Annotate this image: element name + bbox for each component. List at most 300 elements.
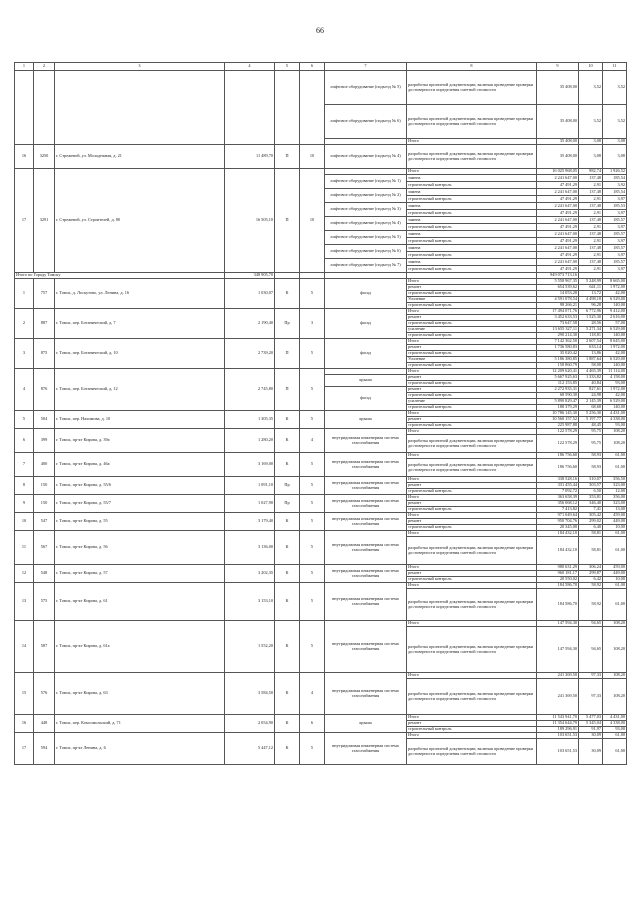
work-element: лифтовое оборудование (подъезд № 4) [325,145,407,169]
cost-per-m2: 633,14 [579,345,603,351]
cost-per-m2: 58,93 [579,459,603,477]
cost: 103 651,53 [537,733,579,739]
capital-repair-table [14,62,627,765]
limit-per-m2: 93,00 [603,423,627,429]
cost: 17 494 071,76 [537,309,579,315]
limit-per-m2: 185,57 [603,245,627,252]
cost-per-m2: 3,52 [579,105,603,139]
cost: 2 241 647,00 [537,245,579,252]
cost-per-m2: 137,48 [579,231,603,238]
work-type: строительный контроль [407,381,537,387]
row-number: 2 [15,309,34,339]
wall-material: П [275,145,300,169]
cost: 13 655 327,11 [537,327,579,333]
header-row [15,63,627,71]
cost-per-m2: 95,75 [579,429,603,435]
limit-per-m2: 3,52 [603,105,627,139]
work-type: строительный контроль [407,333,537,339]
wall-material: К [275,531,300,565]
area: 3 136,00 [225,531,275,565]
cost-per-m2: 118,81 [579,333,603,339]
house-code: 887 [34,309,55,339]
house-code: 150 [34,495,55,513]
work-type: строительный контроль [407,291,537,297]
work-type: Итого [407,369,537,375]
header-cell: 2 [34,63,55,71]
table-row [15,145,627,169]
floors: 5 [300,369,325,411]
area: 16 505,10 [225,169,275,273]
work-type: разработка проектной документации, включая проведение проверки достоверности определения сметной стоимости [407,627,537,673]
cost-per-m2: 7,41 [579,507,603,513]
cost-per-m2: 6,40 [579,525,603,531]
cost-per-m2: 5 477,03 [579,715,603,721]
cost-per-m2: 2,91 [579,224,603,231]
floors: 10 [300,145,325,169]
work-type: Итого [407,411,537,417]
work-element: внутридомовая инженерная система газоснабжения [325,477,407,495]
wall-material: К [275,429,300,453]
limit-per-m2: 140,00 [603,405,627,411]
area: 2 054,90 [225,715,275,733]
cost-per-m2: 68,68 [579,405,603,411]
limit-per-m2: 13,00 [603,507,627,513]
limit-per-m2: 3,52 [603,71,627,105]
limit-per-m2: 12,00 [603,489,627,495]
cost-per-m2: 97,33 [579,679,603,715]
limit-per-m2: 3,97 [603,224,627,231]
cost-per-m2: 310,07 [579,477,603,483]
work-type: Итого [407,715,537,721]
address: г. Томск, пр-кт Кирова, д. 55 [55,513,225,531]
work-type: Итого [407,733,537,739]
header-cell: 4 [225,63,275,71]
row-number: 9 [15,495,34,513]
floors: 5 [300,583,325,621]
work-type: разработка проектной документации, включая проведение проверки достоверности определения сметной стоимости [407,459,537,477]
address: г. Стрежевой, ул. Молодежная, д. 21 [55,145,225,169]
limit-per-m2: 1 972,00 [603,285,627,291]
limit-per-m2: 8 665,00 [603,279,627,285]
work-element: внутридомовая инженерная система газоснабжения [325,429,407,453]
work-element: фасад [325,387,407,411]
cost: 338 528,16 [537,477,579,483]
house-code: 3291 [34,169,55,273]
header-cell: 3 [55,63,225,71]
cost-per-m2: 58,00 [579,363,603,369]
limit-per-m2: 6 529,00 [603,327,627,333]
row-number: 1 [15,279,34,309]
cost-per-m2: 2 145,39 [579,399,603,405]
cost: 47 491,29 [537,210,579,217]
area: 1 030,07 [225,279,275,309]
cost-per-m2: 137,48 [579,217,603,224]
work-element: внутридомовая инженерная система газоснабжения [325,673,407,715]
limit-per-m2: 323,00 [603,501,627,507]
work-type: разработка проектной документации, включая проведение проверки достоверности определения сметной стоимости [407,145,537,169]
limit-per-m2: 185,54 [603,175,627,182]
work-type: усиление [407,327,537,333]
work-type: строительный контроль [407,405,537,411]
limit-per-m2: 185,57 [603,217,627,224]
house-code: 587 [34,621,55,673]
floors: 5 [300,565,325,583]
floors: 4 [300,673,325,715]
cost-per-m2: 30,09 [579,739,603,765]
address: г. Томск, пр-кт Кирова, д. 55/6 [55,477,225,495]
cost: 189 296,91 [537,727,579,733]
limit-per-m2: 93,00 [603,381,627,387]
cost-per-m2: 2,91 [579,266,603,273]
work-type: строительный контроль [407,507,537,513]
work-type: Итого [407,621,537,627]
area: 1 091,10 [225,477,275,495]
cost-per-m2: 5 256,30 [579,411,603,417]
limit-per-m2: 93,00 [603,727,627,733]
house-code: 548 [34,565,55,583]
cost-per-m2: 303,57 [579,483,603,489]
cost: 35 408,00 [537,139,579,145]
work-type: Итого [407,139,537,145]
row-number: 7 [15,453,34,477]
work-type: разработка проектной документации, включая проведение проверки достоверности определения сметной стоимости [407,435,537,453]
cost-per-m2: 30,09 [579,733,603,739]
row-number: 13 [15,583,34,621]
cost: 10 786 145,30 [537,411,579,417]
cost: 35 020,42 [537,351,579,357]
cost: 654 539,62 [537,285,579,291]
limit-per-m2: 4 338,00 [603,721,627,727]
area: 2 190,40 [225,309,275,339]
total-label: Итого по Городу Томску [15,273,225,279]
work-type: разработка проектной документации, включая проведение проверки достоверности определения сметной стоимости [407,679,537,715]
cost: 14 053,28 [537,291,579,297]
cost: 10 560 157,52 [537,417,579,423]
work-element: внутридомовая инженерная система газоснабжения [325,583,407,621]
floors: 5 [300,279,325,309]
work-type: строительный контроль [407,266,537,273]
floors: 5 [300,513,325,531]
cost: 98 266,21 [537,303,579,309]
address: г. Томск, пер. Ботанический, д. 7 [55,309,225,339]
house-code: 575 [34,583,55,621]
limit-per-m2: 4 431,00 [603,411,627,417]
work-element: внутридомовая инженерная система газоснабжения [325,453,407,477]
work-element: лифтовое оборудование (подъезд № 2) [325,189,407,203]
header-cell: 6 [300,63,325,71]
cost: 950 704,76 [537,519,579,525]
address: г. Томск, пр-кт Кирова, д. 63 [55,673,225,715]
area: 1 280,20 [225,429,275,453]
cost: 20 550,02 [537,577,579,583]
cost: 158 860,79 [537,363,579,369]
limit-per-m2: 4 158,00 [603,375,627,381]
cost: 184 432,10 [537,531,579,537]
area: 3 179,40 [225,513,275,531]
limit-per-m2: 2 616,00 [603,315,627,321]
cost: 2 241 647,00 [537,203,579,210]
work-element: фасад [325,339,407,369]
floors: 5 [300,411,325,429]
limit-per-m2: 61,00 [603,589,627,621]
row-number: 8 [15,477,34,495]
floors: 5 [300,495,325,513]
row-number: 5 [15,411,34,429]
header-cell: 5 [275,63,300,71]
area: 2 739,20 [225,339,275,369]
cost-per-m2: 827,61 [579,387,603,393]
cost: 47 491,29 [537,252,579,259]
limit-per-m2: 11 114,00 [603,369,627,375]
work-element: лифтовое оборудование (подъезд № 6) [325,105,407,139]
house-code: 150 [34,477,55,495]
cost-per-m2: 3,08 [579,139,603,145]
limit-per-m2: 140,00 [603,363,627,369]
floors: 6 [300,715,325,733]
limit-per-m2: 61,00 [603,459,627,477]
work-type: ремонт [407,519,537,525]
cost-per-m2: 96,28 [579,303,603,309]
limit-per-m2: 3,97 [603,252,627,259]
cost-per-m2: 299,02 [579,519,603,525]
cost: 147 594,30 [537,627,579,673]
work-type: Итого [407,169,537,175]
work-type: разработка проектной документации, включая проведение проверки достоверности определения сметной стоимости [407,71,537,105]
work-type: ремонт [407,571,537,577]
cost-per-m2: 91,97 [579,727,603,733]
work-type: замена [407,189,537,196]
limit-per-m2: 3,08 [603,139,627,145]
work-type: Итого [407,339,537,345]
wall-material: К [275,715,300,733]
cost: 5 890 829,47 [537,399,579,405]
work-type: Итого [407,565,537,571]
cost-per-m2: 13,72 [579,291,603,297]
area: 3 153,10 [225,583,275,621]
house-code: 875 [34,339,55,369]
work-type: Итого [407,513,537,519]
cost: 2 241 647,00 [537,231,579,238]
work-type: строительный контроль [407,727,537,733]
limit-per-m2: 356,00 [603,495,627,501]
cost-per-m2: 3,08 [579,145,603,169]
cost-per-m2: 95,75 [579,435,603,453]
address: г. Томск, пр-кт Кирова, д. 46а [55,453,225,477]
work-element: лифтовое оборудование (подъезд № 1) [325,175,407,189]
total-sum: 949 073 713,16 [537,273,579,279]
house-code: 576 [34,673,55,715]
limit-per-m2: 61,00 [603,531,627,537]
wall-material: К [275,565,300,583]
cost-per-m2: 1 887,64 [579,357,603,363]
cost: 184 586,70 [537,589,579,621]
work-type: строительный контроль [407,303,537,309]
row-number: 12 [15,565,34,583]
house-code: 400 [34,453,55,477]
cost: 290 214,30 [537,333,579,339]
work-element: лифтовое оборудование (подъезд № 5) [325,71,407,105]
cost: 356 068,12 [537,501,579,507]
work-type: Усиление [407,357,537,363]
cost-per-m2: 2,91 [579,238,603,245]
cost-per-m2: 982,74 [579,169,603,175]
area: 1 552,20 [225,621,275,673]
cost: 186 756,60 [537,459,579,477]
work-type: замена [407,203,537,210]
cost: 2 241 647,00 [537,189,579,196]
area: 2 745,80 [225,369,275,411]
cost: 971 049,64 [537,513,579,519]
work-type: замена [407,217,537,224]
cost: 5 667 925,63 [537,375,579,381]
work-type: строительный контроль [407,196,537,203]
floors: 5 [300,531,325,565]
area: 3 202,35 [225,565,275,583]
work-type: строительный контроль [407,351,537,357]
limit-per-m2: 459,00 [603,565,627,571]
cost: 186 756,60 [537,453,579,459]
cost-per-m2: 13,86 [579,351,603,357]
address: г. Томск, пр-кт Кирова, д. 55/7 [55,495,225,513]
work-type: Усиление [407,297,537,303]
cost-per-m2: 40,84 [579,381,603,387]
limit-per-m2: 4 431,00 [603,715,627,721]
wall-material: К [275,513,300,531]
cost-per-m2: 5 248,99 [579,279,603,285]
cost-per-m2: 2,91 [579,196,603,203]
area: 1 305,35 [225,411,275,429]
cost: 184 432,10 [537,537,579,565]
cost: 35 408,00 [537,105,579,139]
limit-per-m2: 6 529,00 [603,399,627,405]
floors: 5 [300,453,325,477]
wall-material: П [275,169,300,273]
limit-per-m2: 61,00 [603,453,627,459]
cost: 3 452 633,53 [537,315,579,321]
work-type: Итого [407,477,537,483]
cost: 47 491,29 [537,196,579,203]
limit-per-m2: 449,00 [603,519,627,525]
address: г. Томск, пр-кт Кирова, д. 61 [55,583,225,621]
work-type: ремонт [407,375,537,381]
cost-per-m2: 137,48 [579,189,603,196]
work-type: ремонт [407,417,537,423]
cost-per-m2: 94,65 [579,621,603,627]
work-type: ремонт [407,483,537,489]
address: г. Томск, пер. Ботанический, д. 10 [55,339,225,369]
work-element: лифтовое оборудование (подъезд № 3) [325,203,407,217]
cost-per-m2: 4 465,39 [579,369,603,375]
cost: 68 590,30 [537,393,579,399]
wall-material: К [275,673,300,715]
cost-per-m2: 94,65 [579,627,603,673]
limit-per-m2: 449,00 [603,571,627,577]
cost: 122 578,29 [537,435,579,453]
row-number: 4 [15,369,34,411]
cost-per-m2: 137,48 [579,245,603,252]
area: 3 584,50 [225,673,275,715]
work-type: Итого [407,495,537,501]
limit-per-m2: 9 412,00 [603,309,627,315]
limit-per-m2: 3,08 [603,145,627,169]
work-type: строительный контроль [407,210,537,217]
limit-per-m2: 140,00 [603,303,627,309]
work-type: Итого [407,429,537,435]
wall-material: К [275,583,300,621]
work-type: строительный контроль [407,238,537,245]
cost-per-m2: 641,11 [579,285,603,291]
limit-per-m2: 6 529,00 [603,297,627,303]
house-code: 399 [34,429,55,453]
work-type: ремонт [407,315,537,321]
wall-material: К [275,733,300,765]
cost-per-m2: 24,98 [579,393,603,399]
cost: 12 209 620,41 [537,369,579,375]
work-type: замена [407,245,537,252]
cost-per-m2: 137,48 [579,203,603,210]
cost: 188 379,29 [537,405,579,411]
floors: 3 [300,309,325,339]
limit-per-m2: 1 972,00 [603,345,627,351]
work-type: ремонт [407,387,537,393]
cost-per-m2: 4 498,18 [579,297,603,303]
wall-material: Пр [275,495,300,513]
limit-per-m2: 42,00 [603,291,627,297]
work-type: разработка проектной документации, включая проведение проверки достоверности определения сметной стоимости [407,105,537,139]
header-cell: 10 [579,63,603,71]
work-type: ремонт [407,721,537,727]
limit-per-m2: 8 645,00 [603,339,627,345]
work-element: лифтовое оборудование (подъезд № 7) [325,259,407,273]
cost-per-m2: 6,50 [579,489,603,495]
house-code: 504 [34,411,55,429]
cost-per-m2: 2 607,54 [579,339,603,345]
limit-per-m2: 1 926,52 [603,169,627,175]
wall-material: Пр [275,477,300,495]
limit-per-m2: 108,20 [603,435,627,453]
cost: 16 025 968,05 [537,169,579,175]
work-type: строительный контроль [407,393,537,399]
work-type: строительный контроль [407,252,537,259]
work-element: лифтовое оборудование (подъезд № 5) [325,231,407,245]
work-type: разработка проектной документации, включая проведение проверки достоверности определения сметной стоимости [407,739,537,765]
address: г. Томск, пер. Комсомольский, д. 71 [55,715,225,733]
cost: 11 543 941,70 [537,715,579,721]
cost-per-m2: 58,81 [579,537,603,565]
work-element: внутридомовая инженерная система газоснабжения [325,733,407,765]
work-type: Итого [407,279,537,285]
cost: 241 369,50 [537,673,579,679]
limit-per-m2: 356,50 [603,477,627,483]
work-type: Итого [407,531,537,537]
house-code: 448 [34,715,55,733]
cost-per-m2: 1 525,30 [579,315,603,321]
wall-material: К [275,279,300,309]
work-type: Итого [407,583,537,589]
cost-per-m2: 2,91 [579,252,603,259]
work-type: Итого [407,453,537,459]
limit-per-m2: 4 338,00 [603,417,627,423]
limit-per-m2: 10,00 [603,577,627,583]
table-row [15,71,627,105]
cost: 73 647,58 [537,321,579,327]
work-type: ремонт [407,501,537,507]
page-number: 66 [316,26,324,35]
limit-per-m2: 3,97 [603,210,627,217]
header-cell: 11 [603,63,627,71]
row-number: 17 [15,733,34,765]
limit-per-m2: 185,57 [603,231,627,238]
